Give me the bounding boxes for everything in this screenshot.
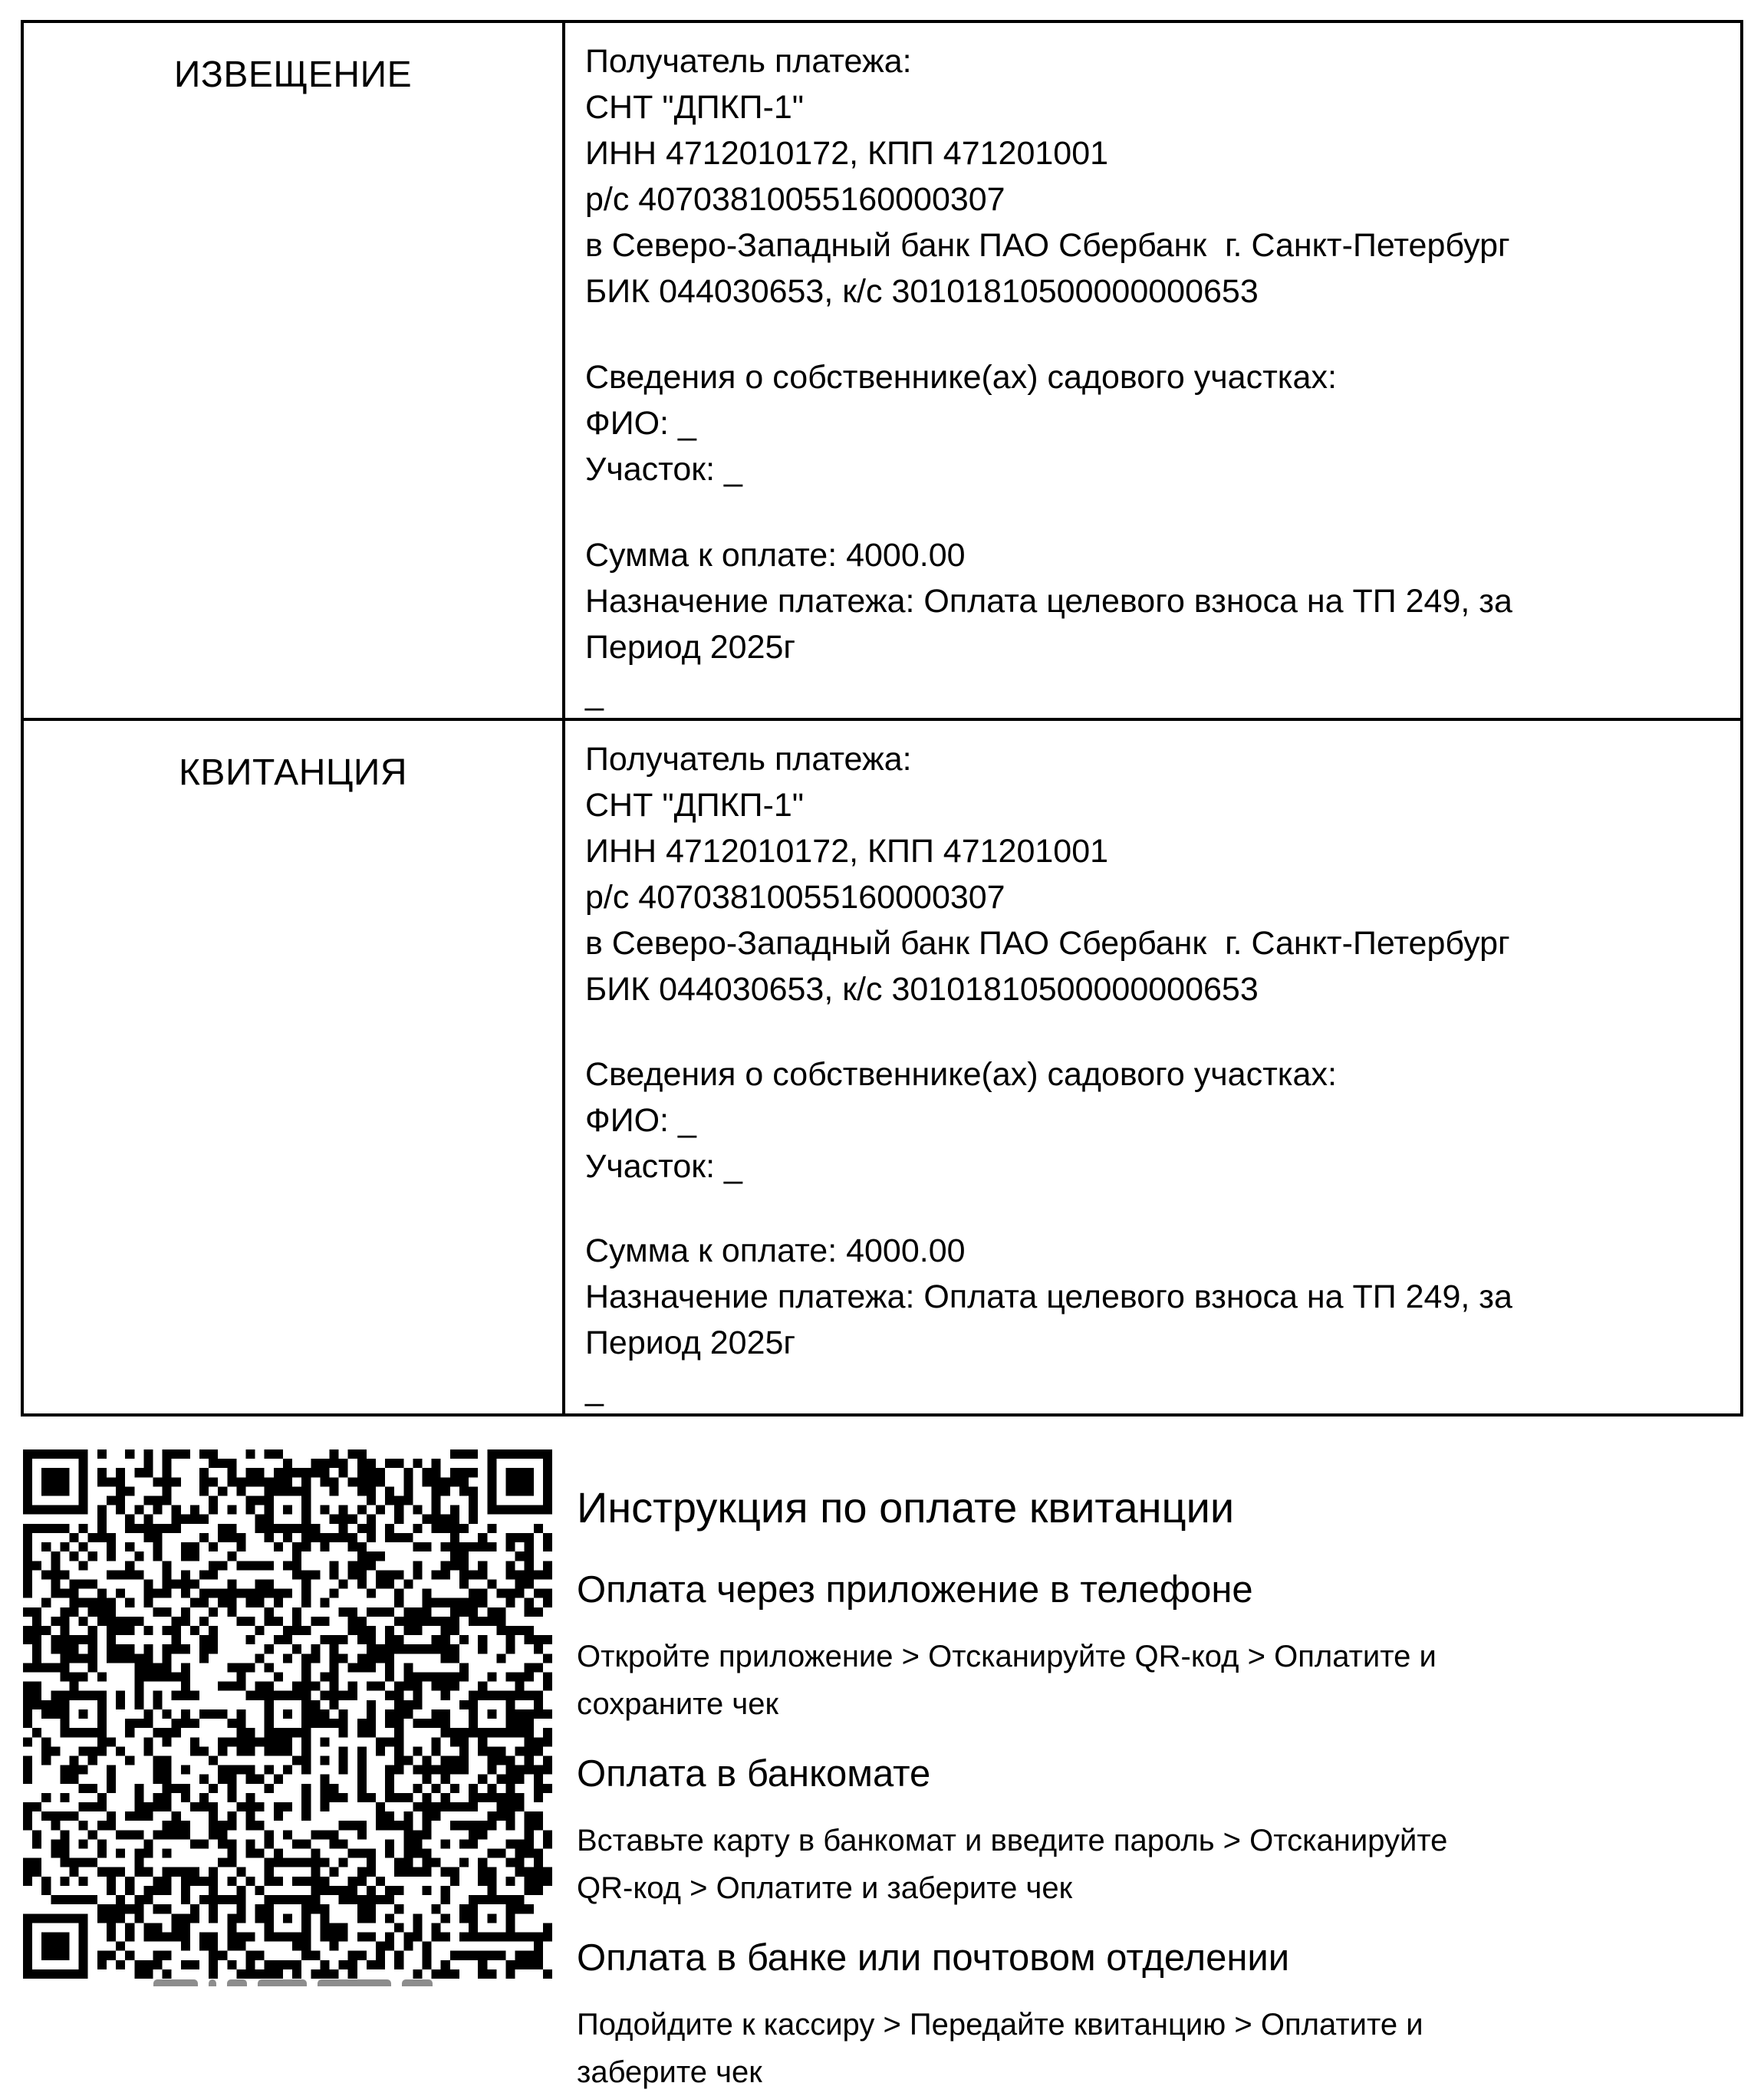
text-line: СНТ "ДПКП-1" [585,89,805,126]
text-line: Подойдите к кассиру > Передайте квитанцию > Оплатите и [577,2008,1423,2042]
instruction-text [577,1817,1697,1912]
text-line: р/с 40703810055160000307 [585,181,1005,218]
qr-code [23,1449,552,1979]
text-line: ФИО: _ [585,1101,696,1139]
spacer [585,1189,1710,1229]
instruction-text [577,1633,1697,1728]
text-line: Откройте приложение > Отсканируйте QR-код > Оплатите и [577,1640,1437,1673]
payment-instructions [577,1452,1697,2096]
text-line: заберите чек [577,2055,762,2089]
spacer [585,1012,1710,1051]
instruction-text [577,2001,1697,2096]
text-line: Получатель платежа: [585,43,912,80]
text-line: Сведения о собственнике(ах) садового участках: [585,1055,1337,1093]
text-line: в Северо-Западный банк ПАО Сбербанк г. Санкт-Петербург [585,227,1510,264]
text-line: ИНН 4712010172, КПП 471201001 [585,135,1109,172]
text-line: сохраните чек [577,1687,778,1721]
instruction-heading: Оплата в банкомате [577,1753,931,1795]
section-label: ИЗВЕЩЕНИЕ [173,54,413,95]
text-line: ИНН 4712010172, КПП 471201001 [585,833,1109,870]
text-line: Период 2025г [585,1324,796,1361]
text-line: СНТ "ДПКП-1" [585,787,805,824]
text-line: QR-код > Оплатите и заберите чек [577,1871,1073,1905]
slip-row-notice [24,23,1740,721]
payment-block [585,1228,1710,1366]
text-line: Участок: _ [585,451,742,488]
recipient-block [585,736,1710,1012]
payment-slip-table [21,20,1743,1417]
slip-details-cell [565,23,1740,718]
text-line: Сумма к оплате: 4000.00 [585,537,966,574]
owner-block [585,354,1710,492]
underscore-line: _ [585,1370,604,1407]
section-label-cell [24,23,565,718]
text-line: Сведения о собственнике(ах) садового участках: [585,359,1337,396]
instructions-title: Инструкция по оплате квитанции [577,1483,1235,1532]
underscore-line: _ [585,675,604,712]
text-line: БИК 044030653, к/с 30101810500000000653 [585,273,1259,310]
slip-details-cell [565,721,1740,1413]
text-line: Сумма к оплате: 4000.00 [585,1232,966,1269]
text-line: Получатель платежа: [585,741,912,778]
section-label-cell [24,721,565,1413]
owner-block [585,1051,1710,1189]
instruction-item-bank [577,1936,1697,2096]
text-line: Период 2025г [585,629,796,666]
spacer [585,492,1710,532]
text-line: Вставьте карту в банкомат и введите пароль > Отсканируйте [577,1824,1448,1857]
text-line: ФИО: _ [585,405,696,442]
text-line: р/с 40703810055160000307 [585,879,1005,916]
recipient-block [585,38,1710,314]
instruction-item-atm [577,1752,1697,1912]
text-line: в Северо-Западный банк ПАО Сбербанк г. Санкт-Петербург [585,925,1510,962]
text-line: Участок: _ [585,1147,742,1185]
text-line: Назначение платежа: Оплата целевого взноса на ТП 249, за [585,1278,1512,1315]
text-line: БИК 044030653, к/с 30101810500000000653 [585,971,1259,1008]
instruction-heading: Оплата через приложение в телефоне [577,1569,1253,1611]
payment-block [585,532,1710,670]
text-line: Назначение платежа: Оплата целевого взноса на ТП 249, за [585,583,1512,620]
instruction-item-app [577,1568,1697,1728]
spacer [585,314,1710,354]
qr-caption-clipped [153,1979,433,1986]
section-label: КВИТАНЦИЯ [178,752,408,793]
slip-row-receipt [24,721,1740,1413]
instruction-heading: Оплата в банке или почтовом отделении [577,1937,1290,1979]
